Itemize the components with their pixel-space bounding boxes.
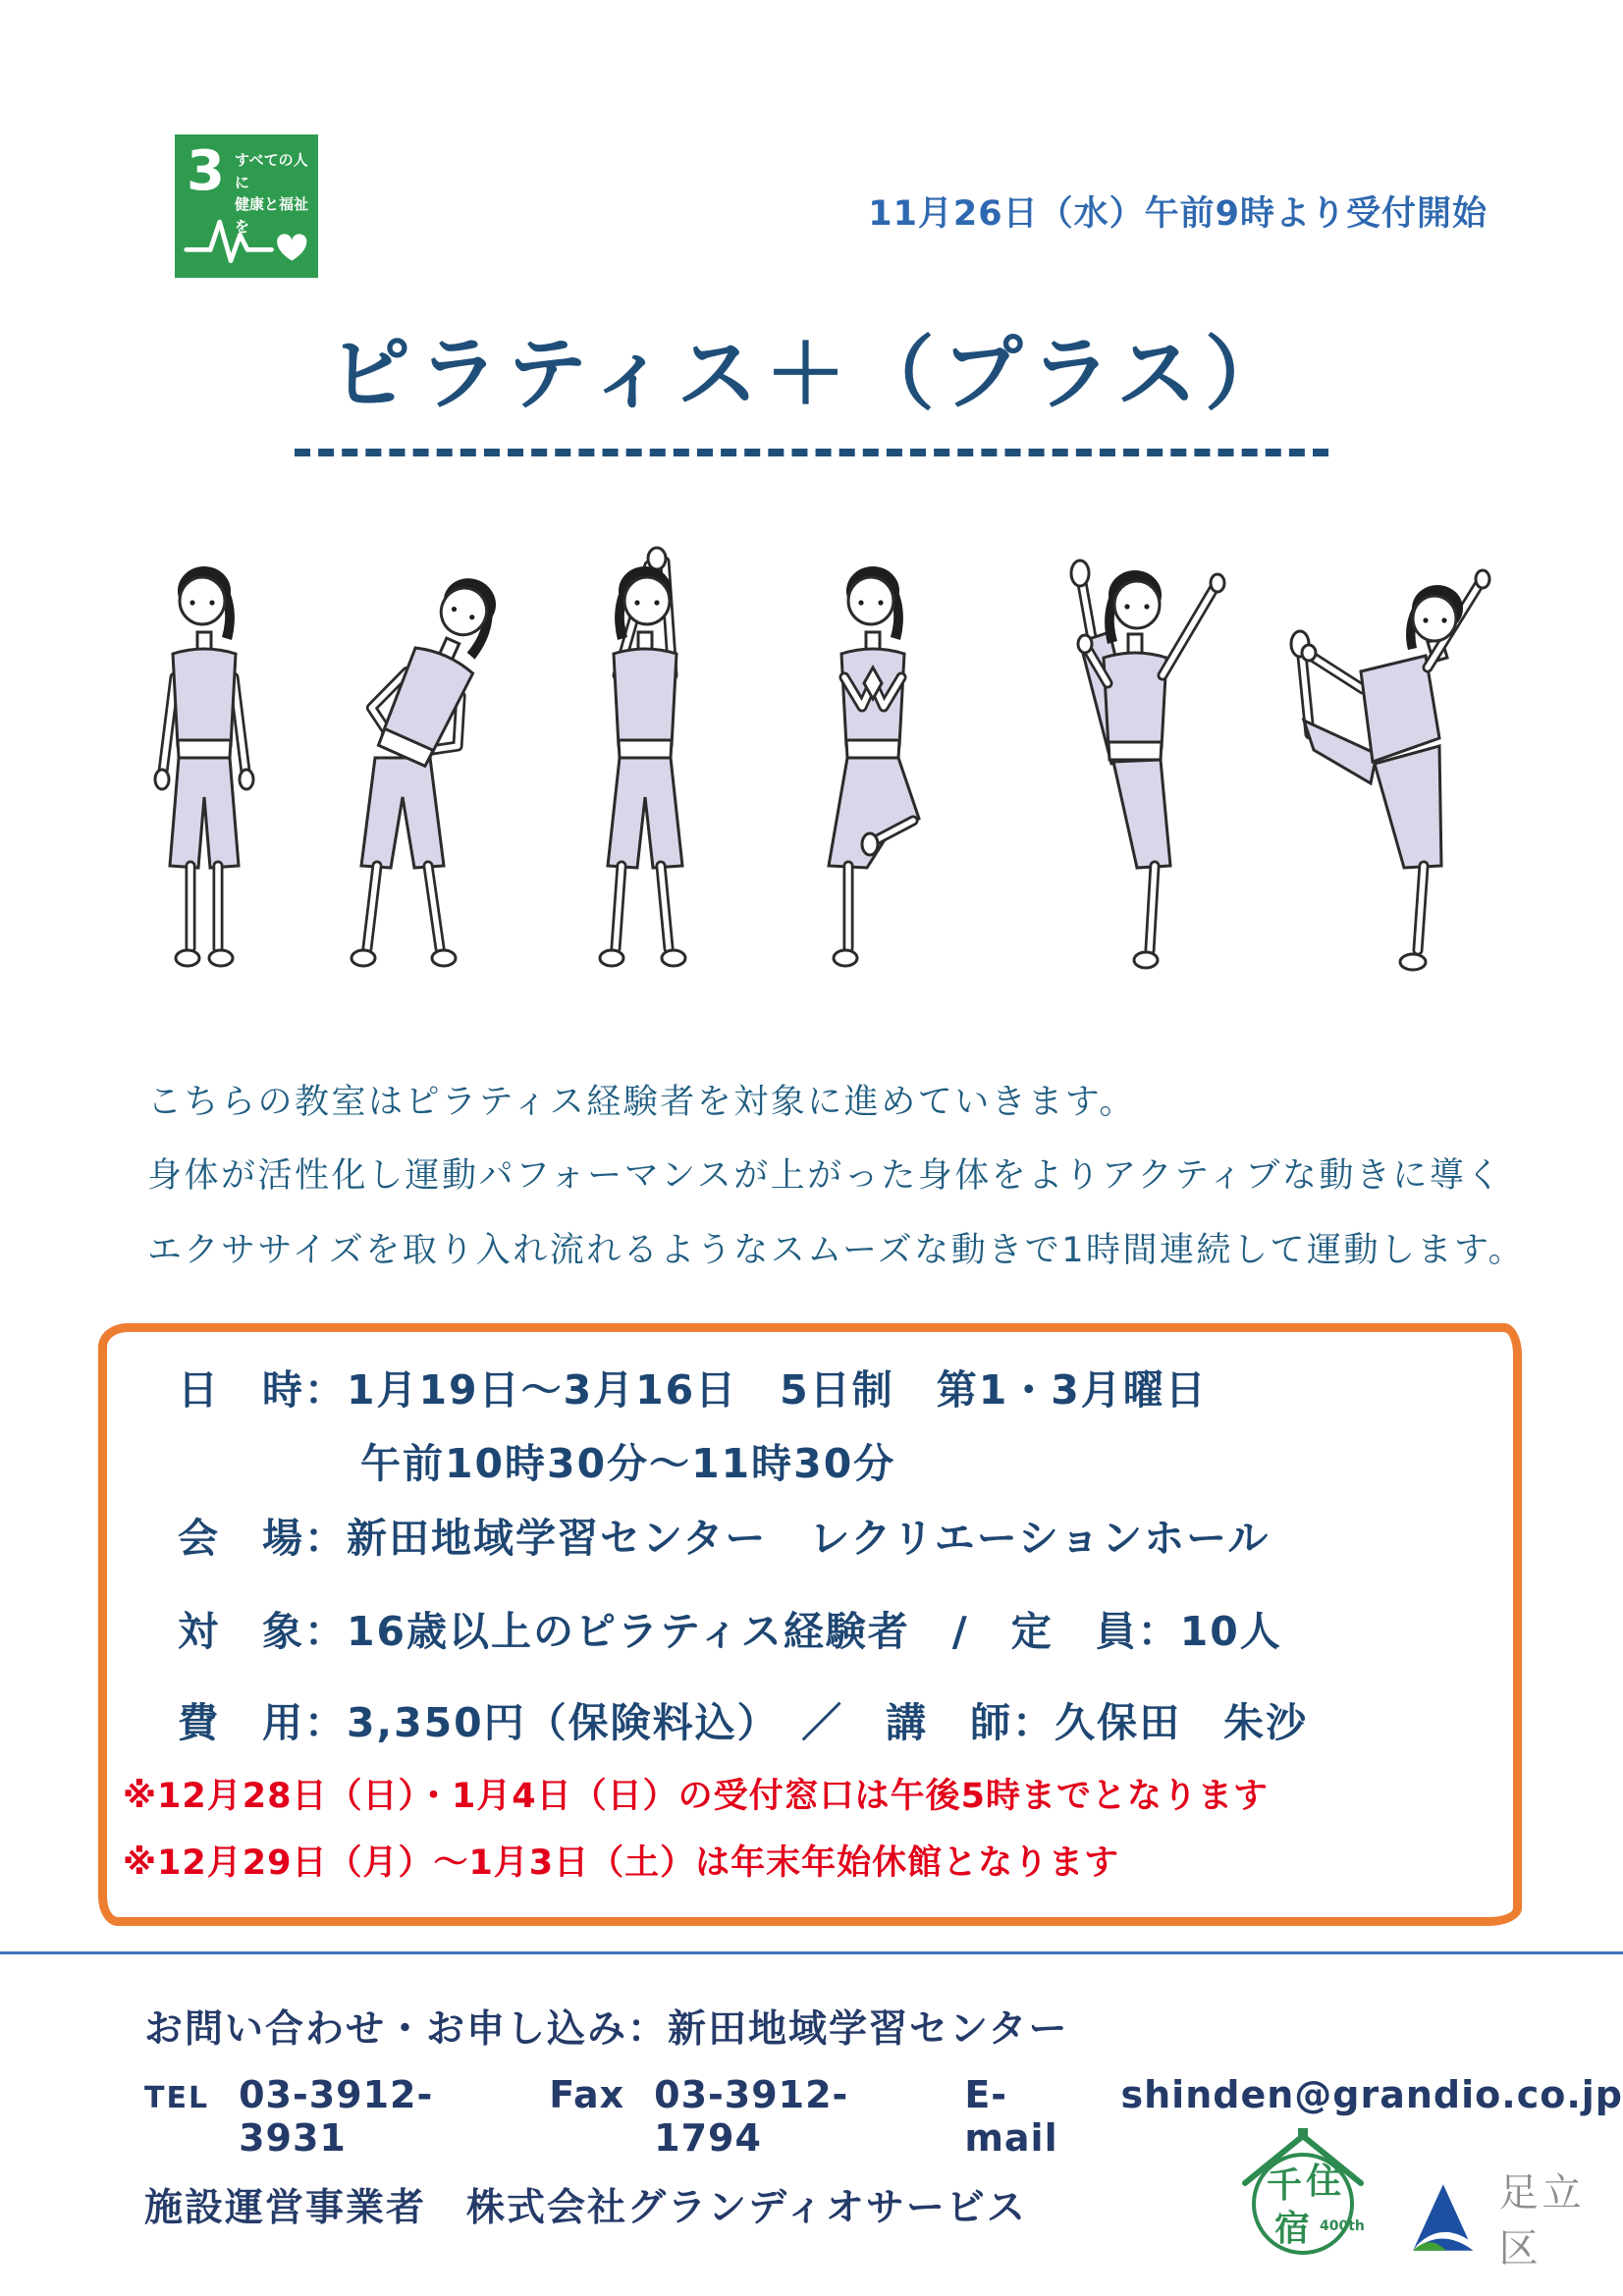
sdg3-number: 3 bbox=[187, 139, 225, 203]
description-line-3: エクササイズを取り入れ流れるようなスムーズな動きで1時間連続して運動します。 bbox=[147, 1230, 1526, 1270]
senju-kanji-sen: 千 bbox=[1267, 2165, 1303, 2206]
tel-number: 03-3912-3931 bbox=[239, 2073, 434, 2160]
fax-label: Fax bbox=[549, 2073, 625, 2116]
operator-line: 施設運営事業者 株式会社グランディオサービス bbox=[144, 2186, 1027, 2230]
sdg3-label-line1: すべての人に bbox=[234, 151, 308, 191]
figure-standing-split-pose bbox=[988, 540, 1243, 1001]
contact-heading: お問い合わせ・お申し込み：新田地域学習センター bbox=[144, 2007, 1069, 2052]
detail-schedule-time: 午前10時30分～11時30分 bbox=[360, 1440, 896, 1488]
sdg3-label-line2: 健康と福祉を bbox=[234, 195, 308, 236]
figure-standing-pose bbox=[106, 540, 302, 1001]
fax-number: 03-3912-1794 bbox=[654, 2073, 849, 2160]
adachi-city-label: 足立区 bbox=[1498, 2170, 1586, 2271]
senju-anniversary-label: 400th bbox=[1320, 2218, 1365, 2234]
adachi-mountain-icon bbox=[1404, 2177, 1480, 2258]
tel-label: TEL bbox=[144, 2081, 210, 2115]
page-title: ピラティス＋（プラス） bbox=[295, 310, 1328, 456]
senju-kanji-juku: 宿 bbox=[1274, 2209, 1311, 2249]
details-box bbox=[98, 1323, 1522, 1926]
sdg3-badge bbox=[175, 134, 318, 278]
adachi-city-logo bbox=[1404, 2162, 1623, 2273]
senju-kanji-ju: 住 bbox=[1306, 2162, 1342, 2202]
detail-target-capacity: 対 象：16歳以上のピラティス経験者 / 定 員：10人 bbox=[178, 1607, 1282, 1655]
class-description bbox=[147, 1066, 1525, 1288]
description-line-2: 身体が活性化し運動パフォーマンスが上がった身体をよりアクティブな動きに導く bbox=[147, 1156, 1503, 1197]
detail-venue: 会 場：新田地域学習センター レクリエーションホール bbox=[178, 1514, 1271, 1562]
figure-overhead-stretch-pose bbox=[537, 540, 768, 1001]
figure-dancer-pose bbox=[1245, 540, 1520, 1001]
detail-fee-instructor: 費 用：3,350円（保険料込） ／ 講 師：久保田 朱沙 bbox=[178, 1699, 1309, 1746]
figure-tree-pose bbox=[770, 540, 986, 1001]
detail-note-2: ※12月29日（月）～1月3日（土）は年末年始休館となります bbox=[123, 1843, 1120, 1883]
description-line-1: こちらの教室はピラティス経験者を対象に進めていきます。 bbox=[147, 1083, 1136, 1122]
senju-juku-400th-logo bbox=[1229, 2120, 1377, 2272]
email-address: shinden@grandio.co.jp bbox=[1120, 2073, 1623, 2116]
footer bbox=[144, 1999, 1623, 2232]
figure-side-bend-pose bbox=[304, 540, 535, 1001]
contact-numbers bbox=[144, 2073, 1623, 2160]
pilates-illustration bbox=[106, 525, 1520, 1001]
detail-schedule: 日 時：1月19日～3月16日 5日制 第1・3月曜日 bbox=[178, 1366, 1208, 1414]
email-label: E-mail bbox=[964, 2073, 1058, 2160]
title-wrap bbox=[0, 310, 1623, 456]
detail-note-1: ※12月28日（日）・1月4日（日）の受付窓口は午後5時までとなります bbox=[123, 1777, 1269, 1817]
reception-start-notice: 11月26日（水）午前9時より受付開始 bbox=[868, 194, 1488, 234]
heartbeat-heart-icon bbox=[183, 207, 321, 272]
footer-divider bbox=[0, 1951, 1623, 1954]
